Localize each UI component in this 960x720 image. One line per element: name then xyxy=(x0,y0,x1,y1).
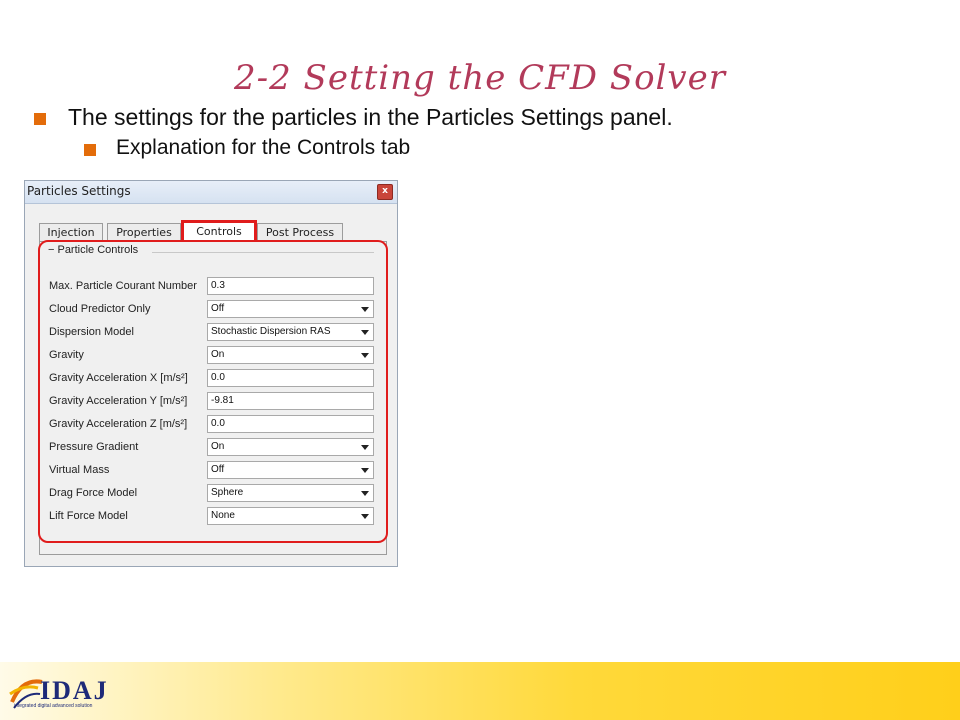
bullet-1 xyxy=(34,104,673,131)
select-value: Off xyxy=(211,303,225,314)
row-label: Gravity Acceleration Y [m/s²] xyxy=(49,395,188,407)
row-label: Dispersion Model xyxy=(49,326,134,338)
gravity-select[interactable] xyxy=(207,346,374,364)
select-value: Off xyxy=(211,464,225,475)
virtual-mass-select[interactable] xyxy=(207,461,374,479)
chevron-down-icon xyxy=(361,514,369,519)
row-label: Max. Particle Courant Number xyxy=(49,280,197,292)
row-label: Pressure Gradient xyxy=(49,441,139,453)
tab-post-process[interactable]: Post Process xyxy=(257,223,343,242)
bullet-2-text: Explanation for the Controls tab xyxy=(116,136,411,159)
row-label: Lift Force Model xyxy=(49,510,128,522)
chevron-down-icon xyxy=(361,468,369,473)
tab-controls[interactable]: Controls xyxy=(181,220,257,244)
bullet-1-text: The settings for the particles in the Particles Settings panel. xyxy=(68,104,673,130)
select-value: On xyxy=(211,441,225,452)
group-label-particle-controls: − Particle Controls xyxy=(48,244,142,256)
chevron-down-icon xyxy=(361,491,369,496)
dispersion-model-select[interactable] xyxy=(207,323,374,341)
drag-force-model-select[interactable] xyxy=(207,484,374,502)
chevron-down-icon xyxy=(361,445,369,450)
footer-band xyxy=(0,662,960,720)
row-label: Virtual Mass xyxy=(49,464,110,476)
chevron-down-icon xyxy=(361,353,369,358)
bullet-square-icon xyxy=(34,113,46,125)
row-label: Gravity Acceleration Z [m/s²] xyxy=(49,418,188,430)
row-label: Gravity xyxy=(49,349,84,361)
select-value: On xyxy=(211,349,225,360)
row-label: Drag Force Model xyxy=(49,487,138,499)
window-title: Particles Settings xyxy=(27,184,131,198)
pressure-gradient-select[interactable] xyxy=(207,438,374,456)
select-value: None xyxy=(211,510,235,521)
gravity-z-input[interactable]: 0.0 xyxy=(207,415,374,433)
select-value: Sphere xyxy=(211,487,244,498)
slide-title: 2-2 Setting the CFD Solver xyxy=(233,58,727,98)
row-label: Gravity Acceleration X [m/s²] xyxy=(49,372,188,384)
tab-injection[interactable]: Injection xyxy=(39,223,103,242)
bullet-square-icon xyxy=(84,144,96,156)
window-titlebar xyxy=(25,181,397,204)
lift-force-model-select[interactable] xyxy=(207,507,374,525)
group-divider xyxy=(152,252,374,253)
row-label: Cloud Predictor Only xyxy=(49,303,151,315)
tab-properties[interactable]: Properties xyxy=(107,223,181,242)
chevron-down-icon xyxy=(361,330,369,335)
select-value: Stochastic Dispersion RAS xyxy=(211,326,331,337)
gravity-y-input[interactable]: -9.81 xyxy=(207,392,374,410)
close-icon[interactable]: x xyxy=(377,184,393,200)
bullet-2 xyxy=(84,136,410,160)
logo-wordmark: IDAJ xyxy=(40,676,109,705)
logo-tagline: integrated digital advanced solution xyxy=(14,703,93,709)
chevron-down-icon xyxy=(361,307,369,312)
max-courant-number-input[interactable]: 0.3 xyxy=(207,277,374,295)
gravity-x-input[interactable]: 0.0 xyxy=(207,369,374,387)
cloud-predictor-only-select[interactable] xyxy=(207,300,374,318)
